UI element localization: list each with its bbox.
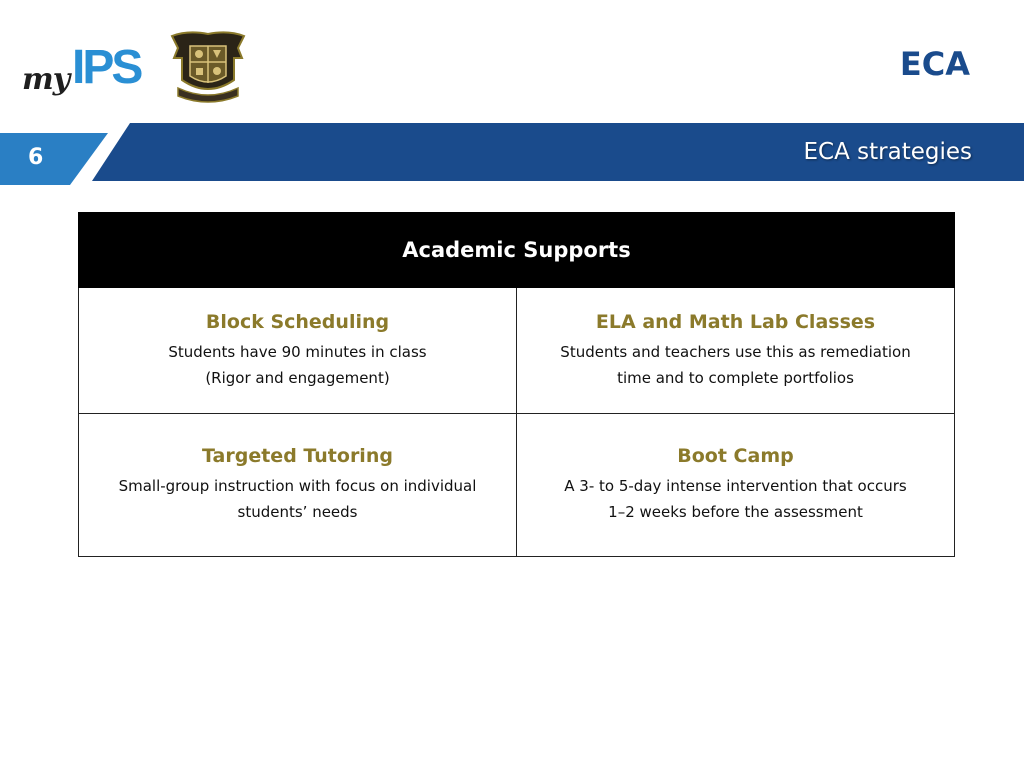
logo-my-text: my [22, 62, 70, 97]
cell-line: time and to complete portfolios [617, 368, 854, 387]
cell-description [537, 339, 934, 391]
cell-title: ELA and Math Lab Classes [595, 310, 876, 333]
table-cell-block-scheduling [79, 288, 517, 414]
cell-line: students’ needs [237, 503, 358, 521]
table-cell-targeted-tutoring [79, 414, 517, 557]
logo-ips-text: IPS [72, 41, 141, 94]
table-cell-boot-camp [517, 414, 955, 557]
cell-description [99, 473, 496, 525]
cell-line: (Rigor and engagement) [205, 368, 390, 387]
page-title: ECA [899, 45, 970, 83]
cell-description [537, 473, 934, 525]
cell-line: Students and teachers use this as remediation [560, 342, 911, 361]
cell-line: 1–2 weeks before the assessment [608, 503, 863, 521]
academic-supports-table [78, 212, 955, 557]
myips-logo [22, 40, 152, 112]
cell-description [99, 339, 496, 391]
cell-line: A 3- to 5-day intense intervention that occurs [564, 477, 907, 495]
slide-number: 6 [28, 145, 44, 170]
cell-title: Targeted Tutoring [202, 445, 393, 467]
slide-subtitle: ECA strategies [803, 139, 972, 165]
table-cell-lab-classes [517, 288, 955, 414]
cell-title: Block Scheduling [205, 310, 390, 333]
cell-line: Small-group instruction with focus on individual [118, 477, 477, 495]
table-heading: Academic Supports [79, 213, 955, 288]
cell-title: Boot Camp [677, 445, 794, 467]
cell-line: Students have 90 minutes in class [168, 342, 427, 361]
school-crest-icon [168, 28, 248, 106]
